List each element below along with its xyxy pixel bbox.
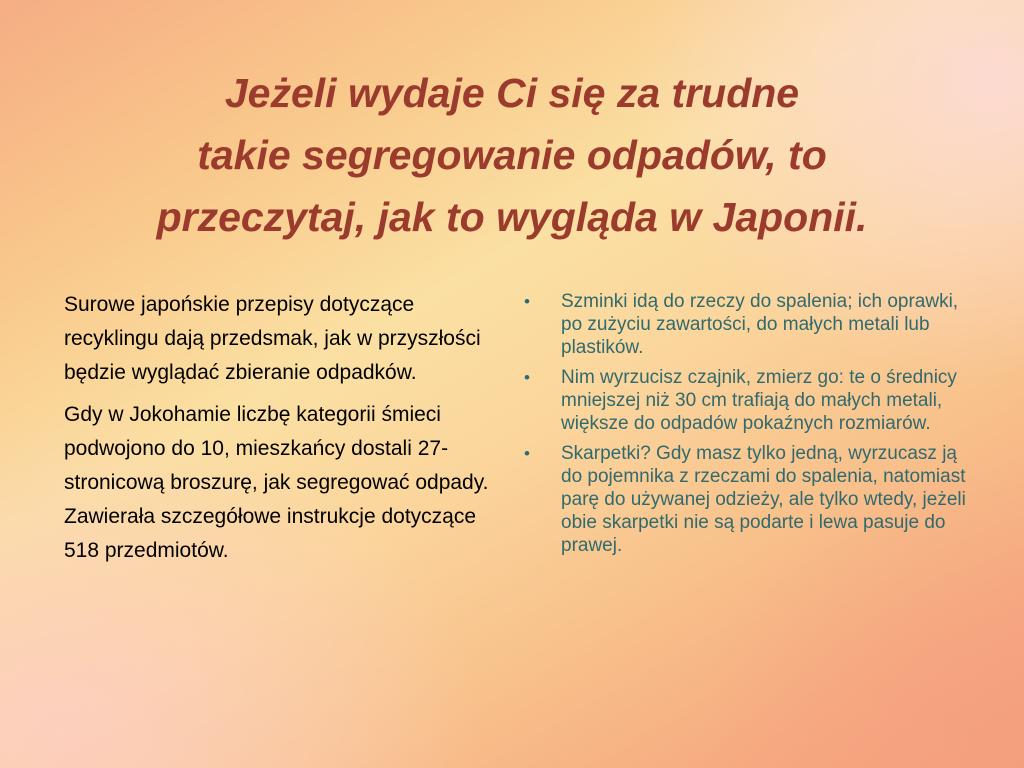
bullet-item-1-text: Szminki idą do rzeczy do spalenia; ich oprawki, po zużyciu zawartości, do małych metali lub plastików. <box>561 291 959 358</box>
right-bullet-column <box>520 290 980 564</box>
slide-title-line-3: przeczytaj, jak to wygląda w Japonii. <box>156 194 868 240</box>
bullet-item-3 <box>520 442 980 557</box>
slide-title <box>30 62 994 248</box>
bullet-dot-icon: • <box>524 292 530 311</box>
bullet-item-2-text: Nim wyrzucisz czajnik, zmierz go: te o średnicy mniejszej niż 30 cm trafiają do małych metali, większe do odpadów pokaźnych rozmiarów. <box>561 367 957 434</box>
slide-title-line-2: takie segregowanie odpadów, to <box>197 132 827 178</box>
slide-title-line-1: Jeżeli wydaje Ci się za trudne <box>224 70 800 116</box>
bullet-dot-icon: • <box>524 368 530 387</box>
left-paragraph-1: Surowe japońskie przepisy dotyczące recyklingu dają przedsmak, jak w przyszłości będzie wyglądać zbieranie odpadków. <box>64 293 481 384</box>
bullet-item-1 <box>520 290 980 359</box>
bullet-item-3-text: Skarpetki? Gdy masz tylko jedną, wyrzucasz ją do pojemnika z rzeczami do spalenia, natomiast parę do używanej odzieży, ale tylko wtedy, jeżeli obie skarpetki nie są podarte i lewa pasuje do prawej. <box>561 443 966 556</box>
left-paragraph-2: Gdy w Jokohamie liczbę kategorii śmieci podwojono do 10, mieszkańcy dostali 27-stronicową broszurę, jak segregować odpady. Zawierała szczegółowe instrukcje dotyczące 518 przedmiotów. <box>64 403 489 562</box>
left-text-column <box>64 288 504 576</box>
bullet-item-2 <box>520 366 980 435</box>
bullet-dot-icon: • <box>524 444 530 463</box>
bullet-list <box>520 290 980 557</box>
